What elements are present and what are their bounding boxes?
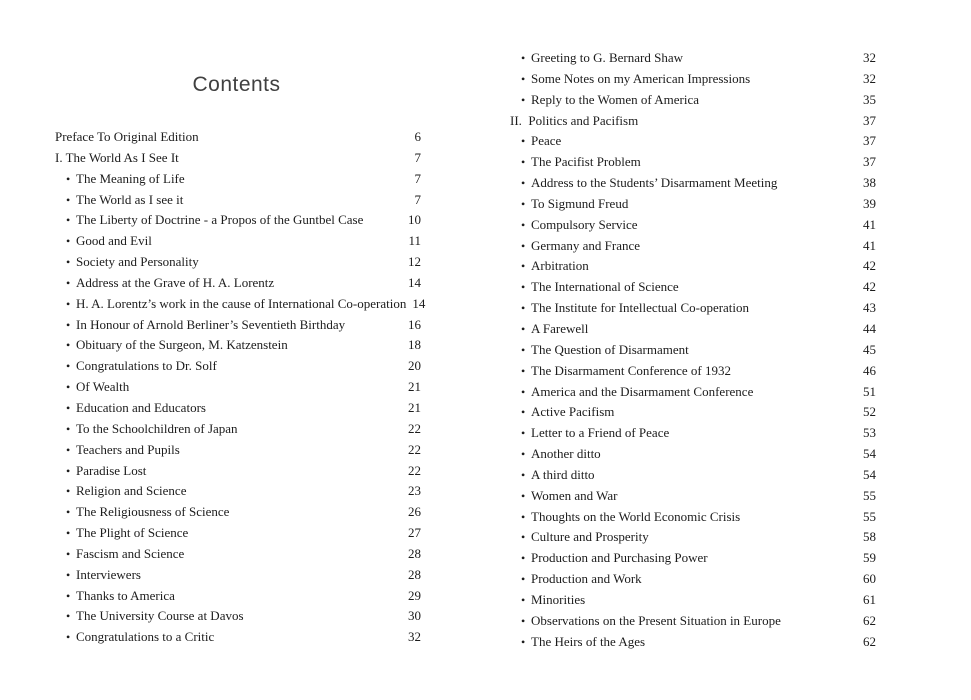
toc-entry-title: Fascism and Science bbox=[76, 545, 185, 561]
bullet-icon: • bbox=[521, 321, 526, 336]
toc-entry-page: 37 bbox=[863, 112, 876, 128]
toc-entry-title: To the Schoolchildren of Japan bbox=[76, 420, 238, 436]
toc-entry[interactable] bbox=[510, 548, 876, 569]
toc-entry-title: Thanks to America bbox=[76, 587, 175, 603]
toc-entry-page: 30 bbox=[408, 608, 421, 624]
toc-entry-page: 62 bbox=[863, 612, 876, 628]
toc-entry[interactable] bbox=[55, 606, 421, 627]
toc-entry-page: 18 bbox=[408, 337, 421, 353]
bullet-icon: • bbox=[66, 380, 71, 395]
bullet-icon: • bbox=[521, 176, 526, 191]
bullet-icon: • bbox=[66, 588, 71, 603]
toc-entry[interactable] bbox=[510, 632, 876, 653]
bullet-icon: • bbox=[521, 134, 526, 149]
toc-entry-title: Production and Purchasing Power bbox=[531, 550, 708, 566]
bullet-icon: • bbox=[521, 592, 526, 607]
toc-entry-page: 28 bbox=[408, 566, 421, 582]
toc-entry[interactable] bbox=[55, 461, 421, 482]
bullet-icon: • bbox=[66, 400, 71, 415]
bullet-icon: • bbox=[521, 342, 526, 357]
toc-entry[interactable] bbox=[510, 527, 876, 548]
toc-entry-title: H. A. Lorentz’s work in the cause of International Co-operation bbox=[76, 295, 407, 311]
toc-entry[interactable] bbox=[510, 444, 876, 465]
toc-entry-title: Paradise Lost bbox=[76, 462, 147, 478]
bullet-icon: • bbox=[66, 171, 71, 186]
bullet-icon: • bbox=[66, 255, 71, 270]
toc-entry-title: II. Politics and Pacifism bbox=[510, 112, 639, 128]
toc-entry[interactable] bbox=[510, 361, 876, 382]
toc-entry-title: Culture and Prosperity bbox=[531, 529, 649, 545]
page-title: Contents bbox=[192, 73, 281, 96]
toc-entry-title: Another ditto bbox=[531, 446, 601, 462]
toc-entry-page: 32 bbox=[863, 70, 876, 86]
toc-section-entry[interactable] bbox=[55, 148, 421, 169]
bullet-icon: • bbox=[66, 421, 71, 436]
toc-entry-title: Religion and Science bbox=[76, 483, 187, 499]
toc-entry-title: Women and War bbox=[531, 487, 618, 503]
toc-entry-title: Production and Work bbox=[531, 571, 642, 587]
toc-entry[interactable] bbox=[55, 210, 421, 231]
toc-entry[interactable] bbox=[55, 315, 421, 336]
toc-entry[interactable] bbox=[510, 173, 876, 194]
toc-entry[interactable] bbox=[510, 256, 876, 277]
bullet-icon: • bbox=[521, 92, 526, 107]
toc-entry[interactable] bbox=[55, 190, 421, 211]
toc-entry-title: Obituary of the Surgeon, M. Katzenstein bbox=[76, 337, 288, 353]
toc-entry-title: The World as I see it bbox=[76, 191, 184, 207]
bullet-icon: • bbox=[521, 51, 526, 65]
toc-entry[interactable] bbox=[510, 382, 876, 403]
toc-entry-title: The Liberty of Doctrine - a Propos of the Guntbel Case bbox=[76, 212, 364, 228]
toc-entry[interactable] bbox=[510, 236, 876, 257]
toc-entry[interactable] bbox=[510, 507, 876, 528]
toc-entry-page: 20 bbox=[408, 358, 421, 374]
toc-entry-title: The Disarmament Conference of 1932 bbox=[531, 362, 731, 378]
bullet-icon: • bbox=[66, 275, 71, 290]
toc-entry-page: 59 bbox=[863, 550, 876, 566]
toc-entry-page: 41 bbox=[863, 216, 876, 232]
toc-entry-page: 52 bbox=[863, 404, 876, 420]
toc-entry[interactable] bbox=[55, 544, 421, 565]
toc-entry[interactable] bbox=[510, 215, 876, 236]
toc-entry-page: 51 bbox=[863, 383, 876, 399]
toc-entry-title: The University Course at Davos bbox=[76, 608, 244, 624]
bullet-icon: • bbox=[521, 572, 526, 587]
toc-entry-page: 7 bbox=[414, 149, 421, 165]
bullet-icon: • bbox=[66, 296, 71, 311]
toc-entry[interactable] bbox=[510, 90, 876, 111]
bullet-icon: • bbox=[66, 213, 71, 228]
toc-entry[interactable] bbox=[55, 481, 421, 502]
toc-entry[interactable] bbox=[510, 131, 876, 152]
bullet-icon: • bbox=[521, 196, 526, 211]
toc-entry-title: Address to the Students’ Disarmament Meeting bbox=[531, 175, 778, 191]
toc-entry-title: Germany and France bbox=[531, 237, 641, 253]
toc-entry[interactable] bbox=[55, 231, 421, 252]
toc-entry[interactable] bbox=[510, 48, 876, 69]
toc-entry[interactable] bbox=[510, 465, 876, 486]
toc-entry-title: Reply to the Women of America bbox=[531, 91, 700, 107]
toc-entry-page: 32 bbox=[408, 629, 421, 645]
toc-entry-page: 7 bbox=[414, 191, 421, 207]
bullet-icon: • bbox=[66, 463, 71, 478]
bullet-icon: • bbox=[66, 338, 71, 353]
toc-entry-page: 55 bbox=[863, 487, 876, 503]
toc-entry-page: 26 bbox=[408, 504, 421, 520]
toc-entry-title: The Meaning of Life bbox=[76, 170, 185, 186]
bullet-icon: • bbox=[66, 317, 71, 332]
bullet-icon: • bbox=[521, 467, 526, 482]
toc-entry-page: 22 bbox=[408, 420, 421, 436]
toc-entry-title: Education and Educators bbox=[76, 399, 206, 415]
bullet-icon: • bbox=[521, 238, 526, 253]
toc-entry-title: Good and Evil bbox=[76, 233, 152, 249]
bullet-icon: • bbox=[521, 447, 526, 462]
toc-entry-page: 58 bbox=[863, 529, 876, 545]
bullet-icon: • bbox=[521, 384, 526, 399]
toc-entry-title: Compulsory Service bbox=[531, 216, 638, 232]
toc-entry[interactable] bbox=[55, 398, 421, 419]
toc-right-column bbox=[510, 48, 876, 652]
toc-entry-title: In Honour of Arnold Berliner’s Seventieth Birthday bbox=[76, 316, 346, 332]
toc-entry-title: Thoughts on the World Economic Crisis bbox=[531, 508, 741, 524]
toc-entry[interactable] bbox=[510, 277, 876, 298]
toc-entry-page: 54 bbox=[863, 446, 876, 462]
toc-entry-page: 35 bbox=[863, 91, 876, 107]
toc-entry-page: 37 bbox=[863, 133, 876, 149]
toc-entry-title: Of Wealth bbox=[76, 379, 130, 395]
toc-entry-title: Teachers and Pupils bbox=[76, 441, 180, 457]
toc-entry[interactable] bbox=[55, 273, 421, 294]
toc-entry-title: The Heirs of the Ages bbox=[531, 633, 646, 649]
toc-entry-page: 23 bbox=[408, 483, 421, 499]
toc-entry-page: 27 bbox=[408, 525, 421, 541]
toc-entry-page: 12 bbox=[408, 254, 421, 270]
toc-entry-page: 42 bbox=[863, 258, 876, 274]
toc-entry-page: 39 bbox=[863, 195, 876, 211]
toc-entry-title: A third ditto bbox=[531, 466, 595, 482]
toc-entry-title: Interviewers bbox=[76, 566, 141, 582]
toc-entry-page: 60 bbox=[863, 571, 876, 587]
toc-entry[interactable] bbox=[55, 627, 421, 648]
toc-entry[interactable] bbox=[55, 335, 421, 356]
bullet-icon: • bbox=[66, 546, 71, 561]
toc-entry[interactable] bbox=[55, 586, 421, 607]
toc-entry[interactable] bbox=[55, 419, 421, 440]
bullet-icon: • bbox=[66, 234, 71, 249]
toc-entry-page: 43 bbox=[863, 300, 876, 316]
bullet-icon: • bbox=[521, 509, 526, 524]
toc-entry-page: 54 bbox=[863, 466, 876, 482]
toc-entry-page: 38 bbox=[863, 175, 876, 191]
toc-entry-title: Arbitration bbox=[531, 258, 589, 274]
toc-entry-page: 28 bbox=[408, 545, 421, 561]
toc-entry[interactable] bbox=[55, 294, 426, 315]
toc-entry-page: 46 bbox=[863, 362, 876, 378]
toc-entry-page: 10 bbox=[408, 212, 421, 228]
toc-entry-title: Society and Personality bbox=[76, 254, 199, 270]
toc-section-entry[interactable] bbox=[510, 111, 876, 132]
bullet-icon: • bbox=[521, 155, 526, 170]
toc-entry[interactable] bbox=[55, 523, 421, 544]
toc-entry-page: 14 bbox=[408, 274, 421, 290]
bullet-icon: • bbox=[521, 634, 526, 649]
toc-entry[interactable] bbox=[510, 569, 876, 590]
bullet-icon: • bbox=[66, 442, 71, 457]
toc-entry[interactable] bbox=[510, 423, 876, 444]
bullet-icon: • bbox=[521, 217, 526, 232]
toc-entry-title: America and the Disarmament Conference bbox=[531, 383, 754, 399]
toc-entry-page: 53 bbox=[863, 425, 876, 441]
toc-entry-page: 44 bbox=[863, 320, 876, 336]
toc-entry-title: Observations on the Present Situation in Europe bbox=[531, 612, 781, 628]
toc-entry-title: Letter to a Friend of Peace bbox=[531, 425, 670, 441]
toc-entry-title: The Institute for Intellectual Co-operation bbox=[531, 300, 750, 316]
bullet-icon: • bbox=[521, 488, 526, 503]
toc-entry-page: 21 bbox=[408, 399, 421, 415]
toc-entry-page: 22 bbox=[408, 462, 421, 478]
toc-entry-title: Greeting to G. Bernard Shaw bbox=[531, 50, 683, 65]
toc-entry-title: Active Pacifism bbox=[531, 404, 615, 420]
toc-entry-title: The Question of Disarmament bbox=[531, 341, 689, 357]
bullet-icon: • bbox=[66, 609, 71, 624]
toc-entry-title: The Plight of Science bbox=[76, 525, 189, 541]
bullet-icon: • bbox=[521, 363, 526, 378]
toc-entry[interactable] bbox=[55, 252, 421, 273]
toc-entry[interactable] bbox=[55, 502, 421, 523]
toc-entry-title: Some Notes on my American Impressions bbox=[531, 70, 751, 86]
bullet-icon: • bbox=[66, 505, 71, 520]
toc-entry-title: Address at the Grave of H. A. Lorentz bbox=[76, 274, 275, 290]
toc-entry-page: 7 bbox=[414, 170, 421, 186]
toc-section-entry[interactable] bbox=[55, 127, 421, 148]
toc-entry-page: 22 bbox=[408, 441, 421, 457]
toc-entry-page: 37 bbox=[863, 154, 876, 170]
toc-entry-page: 45 bbox=[863, 341, 876, 357]
toc-entry[interactable] bbox=[510, 611, 876, 632]
toc-entry[interactable] bbox=[510, 69, 876, 90]
bullet-icon: • bbox=[521, 551, 526, 566]
toc-entry[interactable] bbox=[55, 356, 421, 377]
toc-left-column bbox=[55, 127, 426, 648]
toc-entry-page: 14 bbox=[412, 295, 426, 311]
toc-entry-title: I. The World As I See It bbox=[55, 149, 179, 165]
toc-entry-title: Peace bbox=[531, 133, 562, 149]
toc-entry-title: Congratulations to a Critic bbox=[76, 629, 215, 645]
toc-entry[interactable] bbox=[510, 298, 876, 319]
toc-entry[interactable] bbox=[510, 152, 876, 173]
bullet-icon: • bbox=[66, 567, 71, 582]
bullet-icon: • bbox=[66, 192, 71, 207]
toc-entry[interactable] bbox=[510, 194, 876, 215]
bullet-icon: • bbox=[521, 426, 526, 441]
toc-entry[interactable] bbox=[55, 169, 421, 190]
bullet-icon: • bbox=[521, 71, 526, 86]
toc-entry[interactable] bbox=[510, 486, 876, 507]
toc-entry-page: 32 bbox=[863, 50, 876, 65]
toc-entry-title: Minorities bbox=[531, 591, 586, 607]
toc-entry-title: The Religiousness of Science bbox=[76, 504, 230, 520]
toc-entry-page: 62 bbox=[863, 633, 876, 649]
toc-entry-page: 29 bbox=[408, 587, 421, 603]
toc-entry[interactable] bbox=[510, 340, 876, 361]
toc-entry[interactable] bbox=[55, 440, 421, 461]
toc-entry-page: 11 bbox=[408, 233, 421, 249]
bullet-icon: • bbox=[66, 484, 71, 499]
toc-entry-title: The Pacifist Problem bbox=[531, 154, 641, 170]
toc-entry-title: The International of Science bbox=[531, 279, 679, 295]
toc-entry[interactable] bbox=[55, 565, 421, 586]
toc-entry-title: To Sigmund Freud bbox=[531, 195, 629, 211]
toc-entry-page: 21 bbox=[408, 379, 421, 395]
toc-entry-page: 6 bbox=[414, 129, 421, 144]
toc-entry-title: A Farewell bbox=[531, 320, 589, 336]
toc-entry-page: 16 bbox=[408, 316, 421, 332]
toc-entry[interactable] bbox=[510, 590, 876, 611]
toc-entry[interactable] bbox=[55, 377, 421, 398]
bullet-icon: • bbox=[521, 259, 526, 274]
bullet-icon: • bbox=[521, 530, 526, 545]
bullet-icon: • bbox=[521, 280, 526, 295]
bullet-icon: • bbox=[66, 359, 71, 374]
toc-entry-page: 55 bbox=[863, 508, 876, 524]
toc-entry-page: 61 bbox=[863, 591, 876, 607]
toc-entry-title: Congratulations to Dr. Solf bbox=[76, 358, 217, 374]
bullet-icon: • bbox=[66, 526, 71, 541]
toc-entry-page: 42 bbox=[863, 279, 876, 295]
toc-entry[interactable] bbox=[510, 319, 876, 340]
toc-entry-page: 41 bbox=[863, 237, 876, 253]
bullet-icon: • bbox=[521, 613, 526, 628]
toc-entry-title: Preface To Original Edition bbox=[55, 129, 199, 144]
bullet-icon: • bbox=[521, 301, 526, 316]
toc-entry[interactable] bbox=[510, 402, 876, 423]
bullet-icon: • bbox=[521, 405, 526, 420]
bullet-icon: • bbox=[66, 630, 71, 645]
